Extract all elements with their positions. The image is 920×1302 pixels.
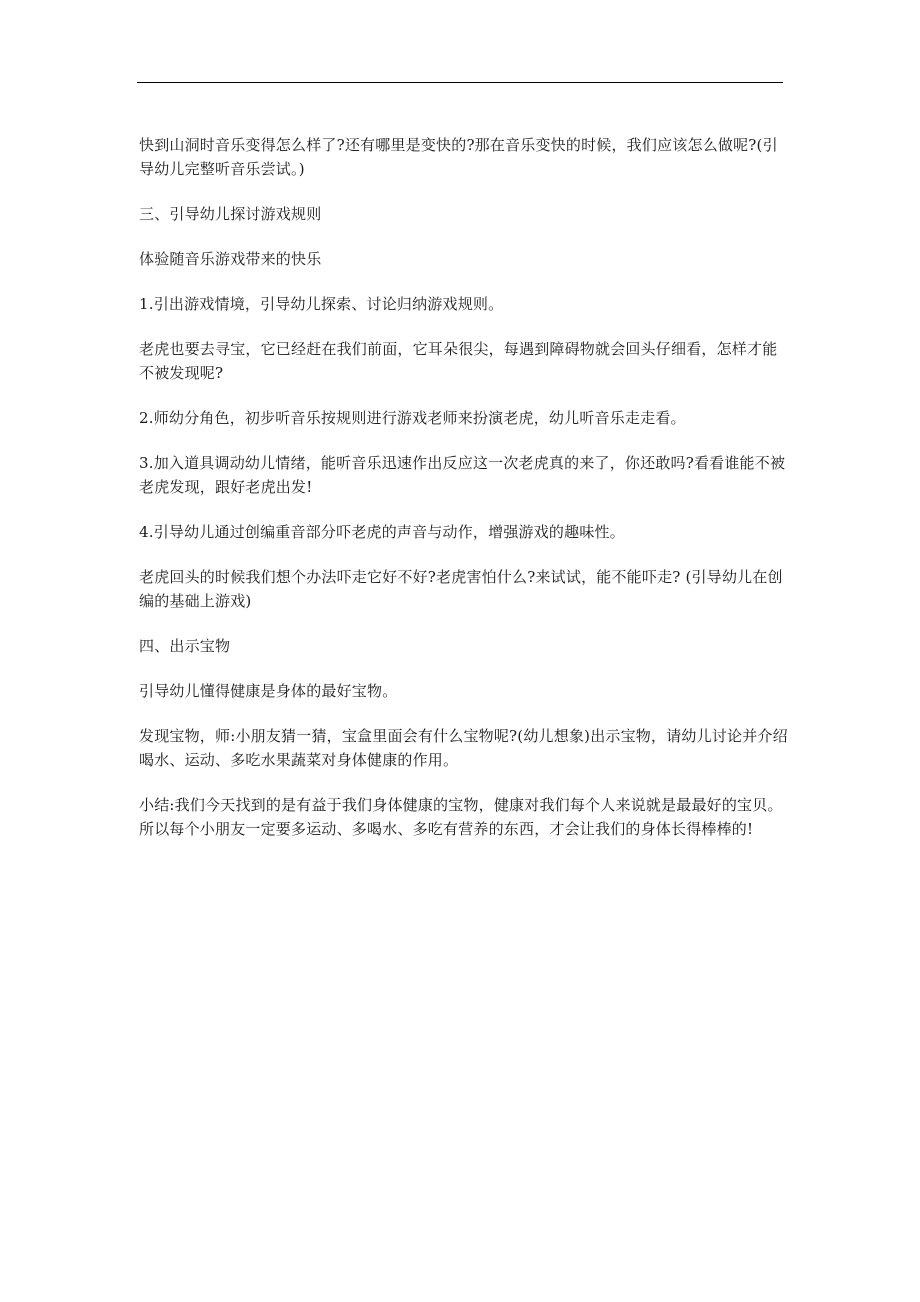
list-item: 3.加入道具调动幼儿情绪，能听音乐迅速作出反应这一次老虎真的来了，你还敢吗?看看谁能不被老虎发现，跟好老虎出发! bbox=[139, 454, 786, 496]
paragraph: 老虎也要去寻宝，它已经赶在我们前面，它耳朵很尖，每遇到障碍物就会回头仔细看，怎样才能不被发现呢? bbox=[139, 340, 778, 382]
paragraph: 体验随音乐游戏带来的快乐 bbox=[139, 250, 322, 268]
section-heading: 四、出示宝物 bbox=[139, 637, 231, 655]
paragraph: 快到山洞时音乐变得怎么样了?还有哪里是变快的?那在音乐变快的时候，我们应该怎么做呢?(引导幼儿完整听音乐尝试。) bbox=[139, 136, 778, 178]
section-heading: 三、引导幼儿探讨游戏规则 bbox=[139, 205, 322, 223]
summary-paragraph: 小结:我们今天找到的是有益于我们身体健康的宝物，健康对我们每个人来说就是最最好的宝贝。所以每个小朋友一定要多运动、多喝水、多吃有营养的东西，才会让我们的身体长得棒棒的! bbox=[139, 796, 783, 838]
paragraph: 引导幼儿懂得健康是身体的最好宝物。 bbox=[139, 682, 398, 700]
document-body bbox=[139, 133, 789, 862]
list-item: 1.引出游戏情境，引导幼儿探索、讨论归纳游戏规则。 bbox=[139, 295, 504, 313]
header-rule bbox=[137, 82, 783, 83]
paragraph: 发现宝物，师:小朋友猜一猜，宝盒里面会有什么宝物呢?(幼儿想象)出示宝物，请幼儿讨论并介绍喝水、运动、多吃水果蔬菜对身体健康的作用。 bbox=[139, 727, 788, 769]
paragraph: 老虎回头的时候我们想个办法吓走它好不好?老虎害怕什么?来试试，能不能吓走? (引导幼儿在创编的基础上游戏) bbox=[139, 568, 783, 610]
list-item: 2.师幼分角色，初步听音乐按规则进行游戏老师来扮演老虎，幼儿听音乐走走看。 bbox=[139, 409, 686, 427]
list-item: 4.引导幼儿通过创编重音部分吓老虎的声音与动作，增强游戏的趣味性。 bbox=[139, 523, 625, 541]
